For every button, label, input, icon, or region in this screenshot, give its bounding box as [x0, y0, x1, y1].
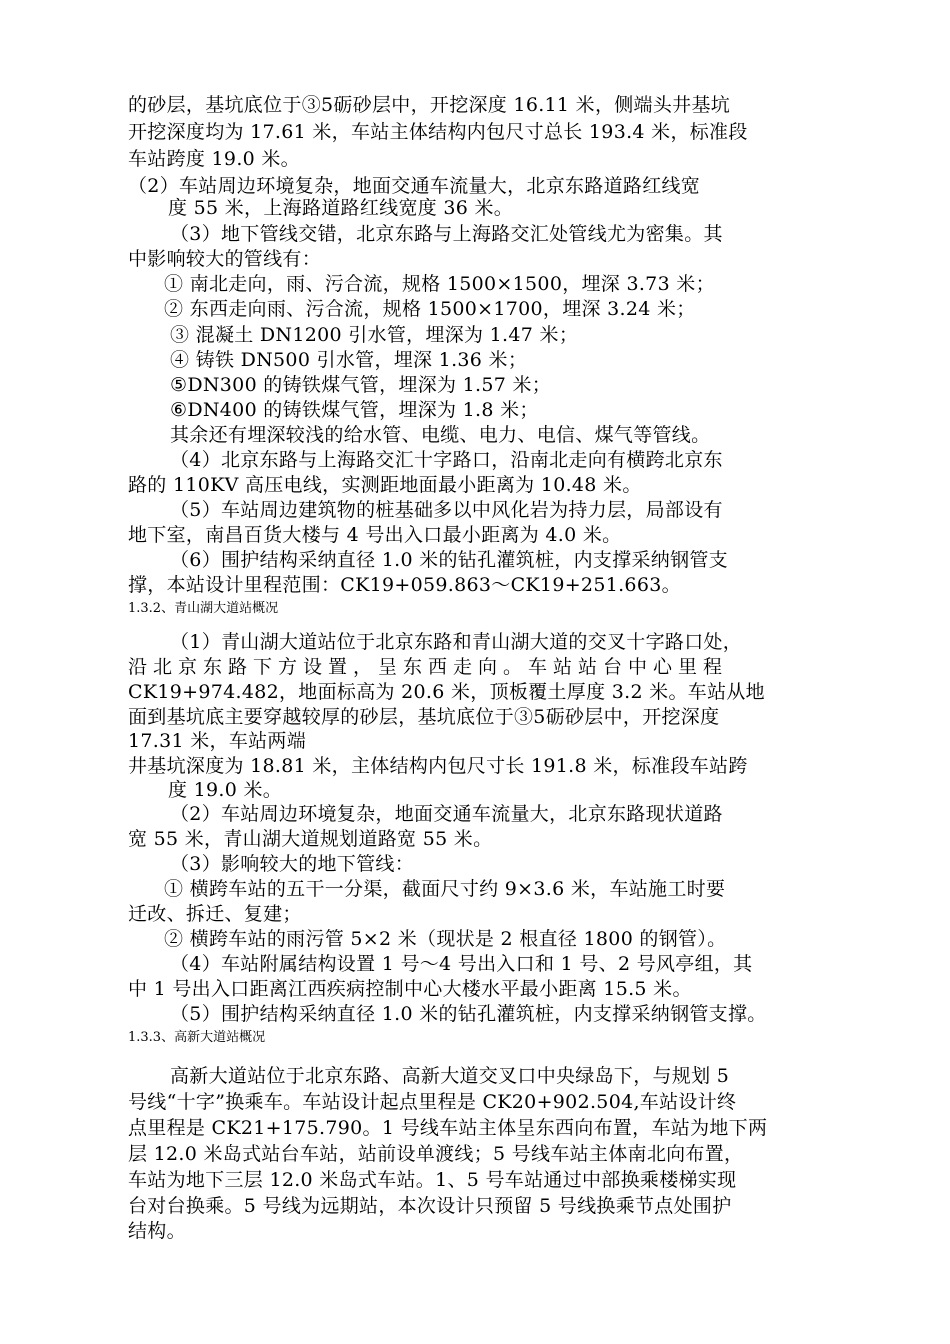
paragraph-line: （3）地下管线交错，北京东路与上海路交汇处管线尤为密集。其: [170, 223, 723, 245]
list-item: ⑥DN400 的铸铁煤气管，埋深为 1.8 米；: [170, 399, 539, 421]
paragraph-line: （1）青山湖大道站位于北京东路和青山湖大道的交叉十字路口处，: [170, 631, 743, 653]
list-item: ① 横跨车站的五干一分渠，截面尺寸约 9×3.6 米，车站施工时要: [164, 878, 726, 900]
paragraph-line: CK19+974.482，地面标高为 20.6 米，顶板覆土厚度 3.2 米。车站从地: [128, 681, 765, 703]
paragraph-line: 沿北京东路下方设置，呈东西走向。车站站台中心里程: [128, 656, 729, 678]
paragraph-line: （2）车站周边环境复杂，地面交通车流量大，北京东路道路红线宽: [128, 175, 701, 197]
paragraph-line: 其余还有埋深较浅的给水管、电缆、电力、电信、煤气等管线。: [170, 424, 711, 446]
paragraph-line: 车站跨度 19.0 米。: [128, 148, 300, 170]
list-item: ③ 混凝土 DN1200 引水管，埋深为 1.47 米；: [170, 324, 579, 346]
paragraph-line: 度 19.0 米。: [168, 779, 283, 801]
paragraph-line: 中 1 号出入口距离江西疾病控制中心大楼水平最小距离 15.5 米。: [128, 978, 692, 1000]
paragraph-line: 度 55 米，上海路道路红线宽度 36 米。: [168, 197, 514, 219]
list-item: ⑤DN300 的铸铁煤气管，埋深为 1.57 米；: [170, 374, 552, 396]
paragraph-line: 台对台换乘。5 号线为远期站，本次设计只预留 5 号线换乘节点处围护: [128, 1195, 732, 1217]
paragraph-line: 17.31 米，车站两端: [128, 730, 307, 752]
paragraph-line: （5）围护结构采纳直径 1.0 米的钻孔灌筑桩，内支撑采纳钢管支撑。: [170, 1003, 767, 1025]
section-heading: 1.3.3、高新大道站概况: [128, 1030, 266, 1045]
section-heading: 1.3.2、青山湖大道站概况: [128, 601, 279, 616]
paragraph-line: （3）影响较大的地下管线：: [170, 853, 414, 875]
paragraph-line: （6）围护结构采纳直径 1.0 米的钻孔灌筑桩，内支撑采纳钢管支: [170, 549, 728, 571]
paragraph-line: （2）车站周边环境复杂，地面交通车流量大，北京东路现状道路: [170, 803, 723, 825]
paragraph-line: 井基坑深度为 18.81 米，主体结构内包尺寸长 191.8 米，标准段车站跨: [128, 755, 748, 777]
paragraph-line: （4）北京东路与上海路交汇十字路口，沿南北走向有横跨北京东: [170, 449, 723, 471]
paragraph-line: 宽 55 米，青山湖大道规划道路宽 55 米。: [128, 828, 493, 850]
list-item: ② 东西走向雨、污合流，规格 1500×1700，埋深 3.24 米；: [164, 298, 696, 320]
paragraph-line: 中影响较大的管线有：: [128, 248, 322, 270]
paragraph-line: 撑，本站设计里程范围：CK19+059.863～CK19+251.663。: [128, 574, 681, 596]
list-item: ② 横跨车站的雨污管 5×2 米（现状是 2 根直径 1800 的钢管）。: [164, 928, 727, 950]
paragraph-line: 的砂层，基坑底位于③5砺砂层中，开挖深度 16.11 米，侧端头井基坑: [128, 94, 731, 116]
list-item: ④ 铸铁 DN500 引水管，埋深 1.36 米；: [170, 349, 528, 371]
paragraph-line: （5）车站周边建筑物的桩基础多以中风化岩为持力层，局部设有: [170, 499, 723, 521]
paragraph-line: （4）车站附属结构设置 1 号～4 号出入口和 1 号、2 号风亭组，其: [170, 953, 753, 975]
paragraph-line: 迁改、拆迁、复建；: [128, 903, 302, 925]
paragraph-line: 号线“十字”换乘车。车站设计起点里程是 CK20+902.504,车站设计终: [128, 1091, 737, 1113]
paragraph-line: 层 12.0 米岛式站台车站，站前设单渡线；5 号线车站主体南北向布置，: [128, 1143, 744, 1165]
paragraph-line: 结构。: [128, 1220, 186, 1242]
paragraph-line: 地下室，南昌百货大楼与 4 号出入口最小距离为 4.0 米。: [128, 524, 622, 546]
paragraph-line: 路的 110KV 高压电线，实测距地面最小距离为 10.48 米。: [128, 474, 642, 496]
paragraph-line: 开挖深度均为 17.61 米，车站主体结构内包尺寸总长 193.4 米，标准段: [128, 121, 748, 143]
paragraph-line: 面到基坑底主要穿越较厚的砂层，基坑底位于③5砺砂层中，开挖深度: [128, 706, 720, 728]
paragraph-line: 点里程是 CK21+175.790。1 号线车站主体呈东西向布置，车站为地下两: [128, 1117, 768, 1139]
paragraph-line: 车站为地下三层 12.0 米岛式车站。1、5 号车站通过中部换乘楼梯实现: [128, 1169, 737, 1191]
paragraph-line: 高新大道站位于北京东路、高新大道交叉口中央绿岛下，与规划 5: [170, 1065, 730, 1087]
list-item: ① 南北走向，雨、污合流，规格 1500×1500，埋深 3.73 米；: [164, 273, 715, 295]
